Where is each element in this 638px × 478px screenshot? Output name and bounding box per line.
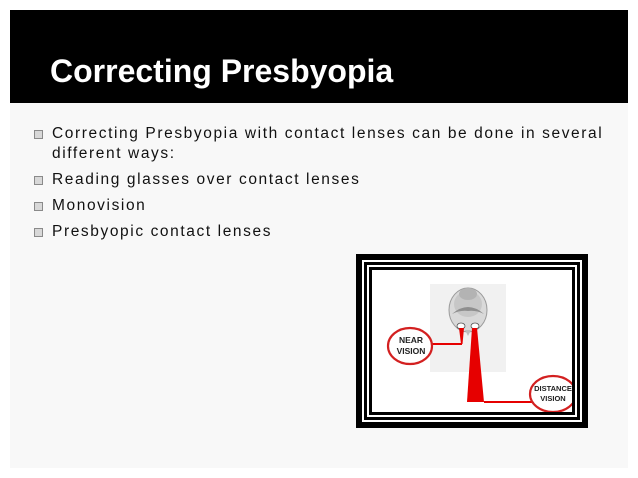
square-bullet-icon <box>34 228 43 237</box>
bullet-text: Monovision <box>52 197 147 214</box>
distance-vision-label-line1: DISTANCE <box>534 384 572 393</box>
slide <box>10 10 628 468</box>
bullet-text: Correcting Presbyopia with contact lenses can be done in several different ways: <box>52 125 604 162</box>
monovision-diagram <box>372 270 572 412</box>
distance-vision-label-line2: VISION <box>540 394 566 403</box>
bullet-text: Reading glasses over contact lenses <box>52 171 361 188</box>
square-bullet-icon <box>34 130 43 139</box>
square-bullet-icon <box>34 202 43 211</box>
bullet-item <box>34 222 604 242</box>
bullet-item <box>34 196 604 216</box>
figure-frame <box>356 254 588 428</box>
bullet-item <box>34 124 604 164</box>
bullet-text: Presbyopic contact lenses <box>52 223 273 240</box>
square-bullet-icon <box>34 176 43 185</box>
title-bar <box>10 10 628 103</box>
bullet-list <box>34 124 604 248</box>
slide-title: Correcting Presbyopia <box>50 53 394 89</box>
near-vision-label-line1: NEAR <box>398 335 424 345</box>
near-vision-label-line2: VISION <box>396 346 426 356</box>
bullet-item <box>34 170 604 190</box>
monovision-figure <box>372 270 572 412</box>
